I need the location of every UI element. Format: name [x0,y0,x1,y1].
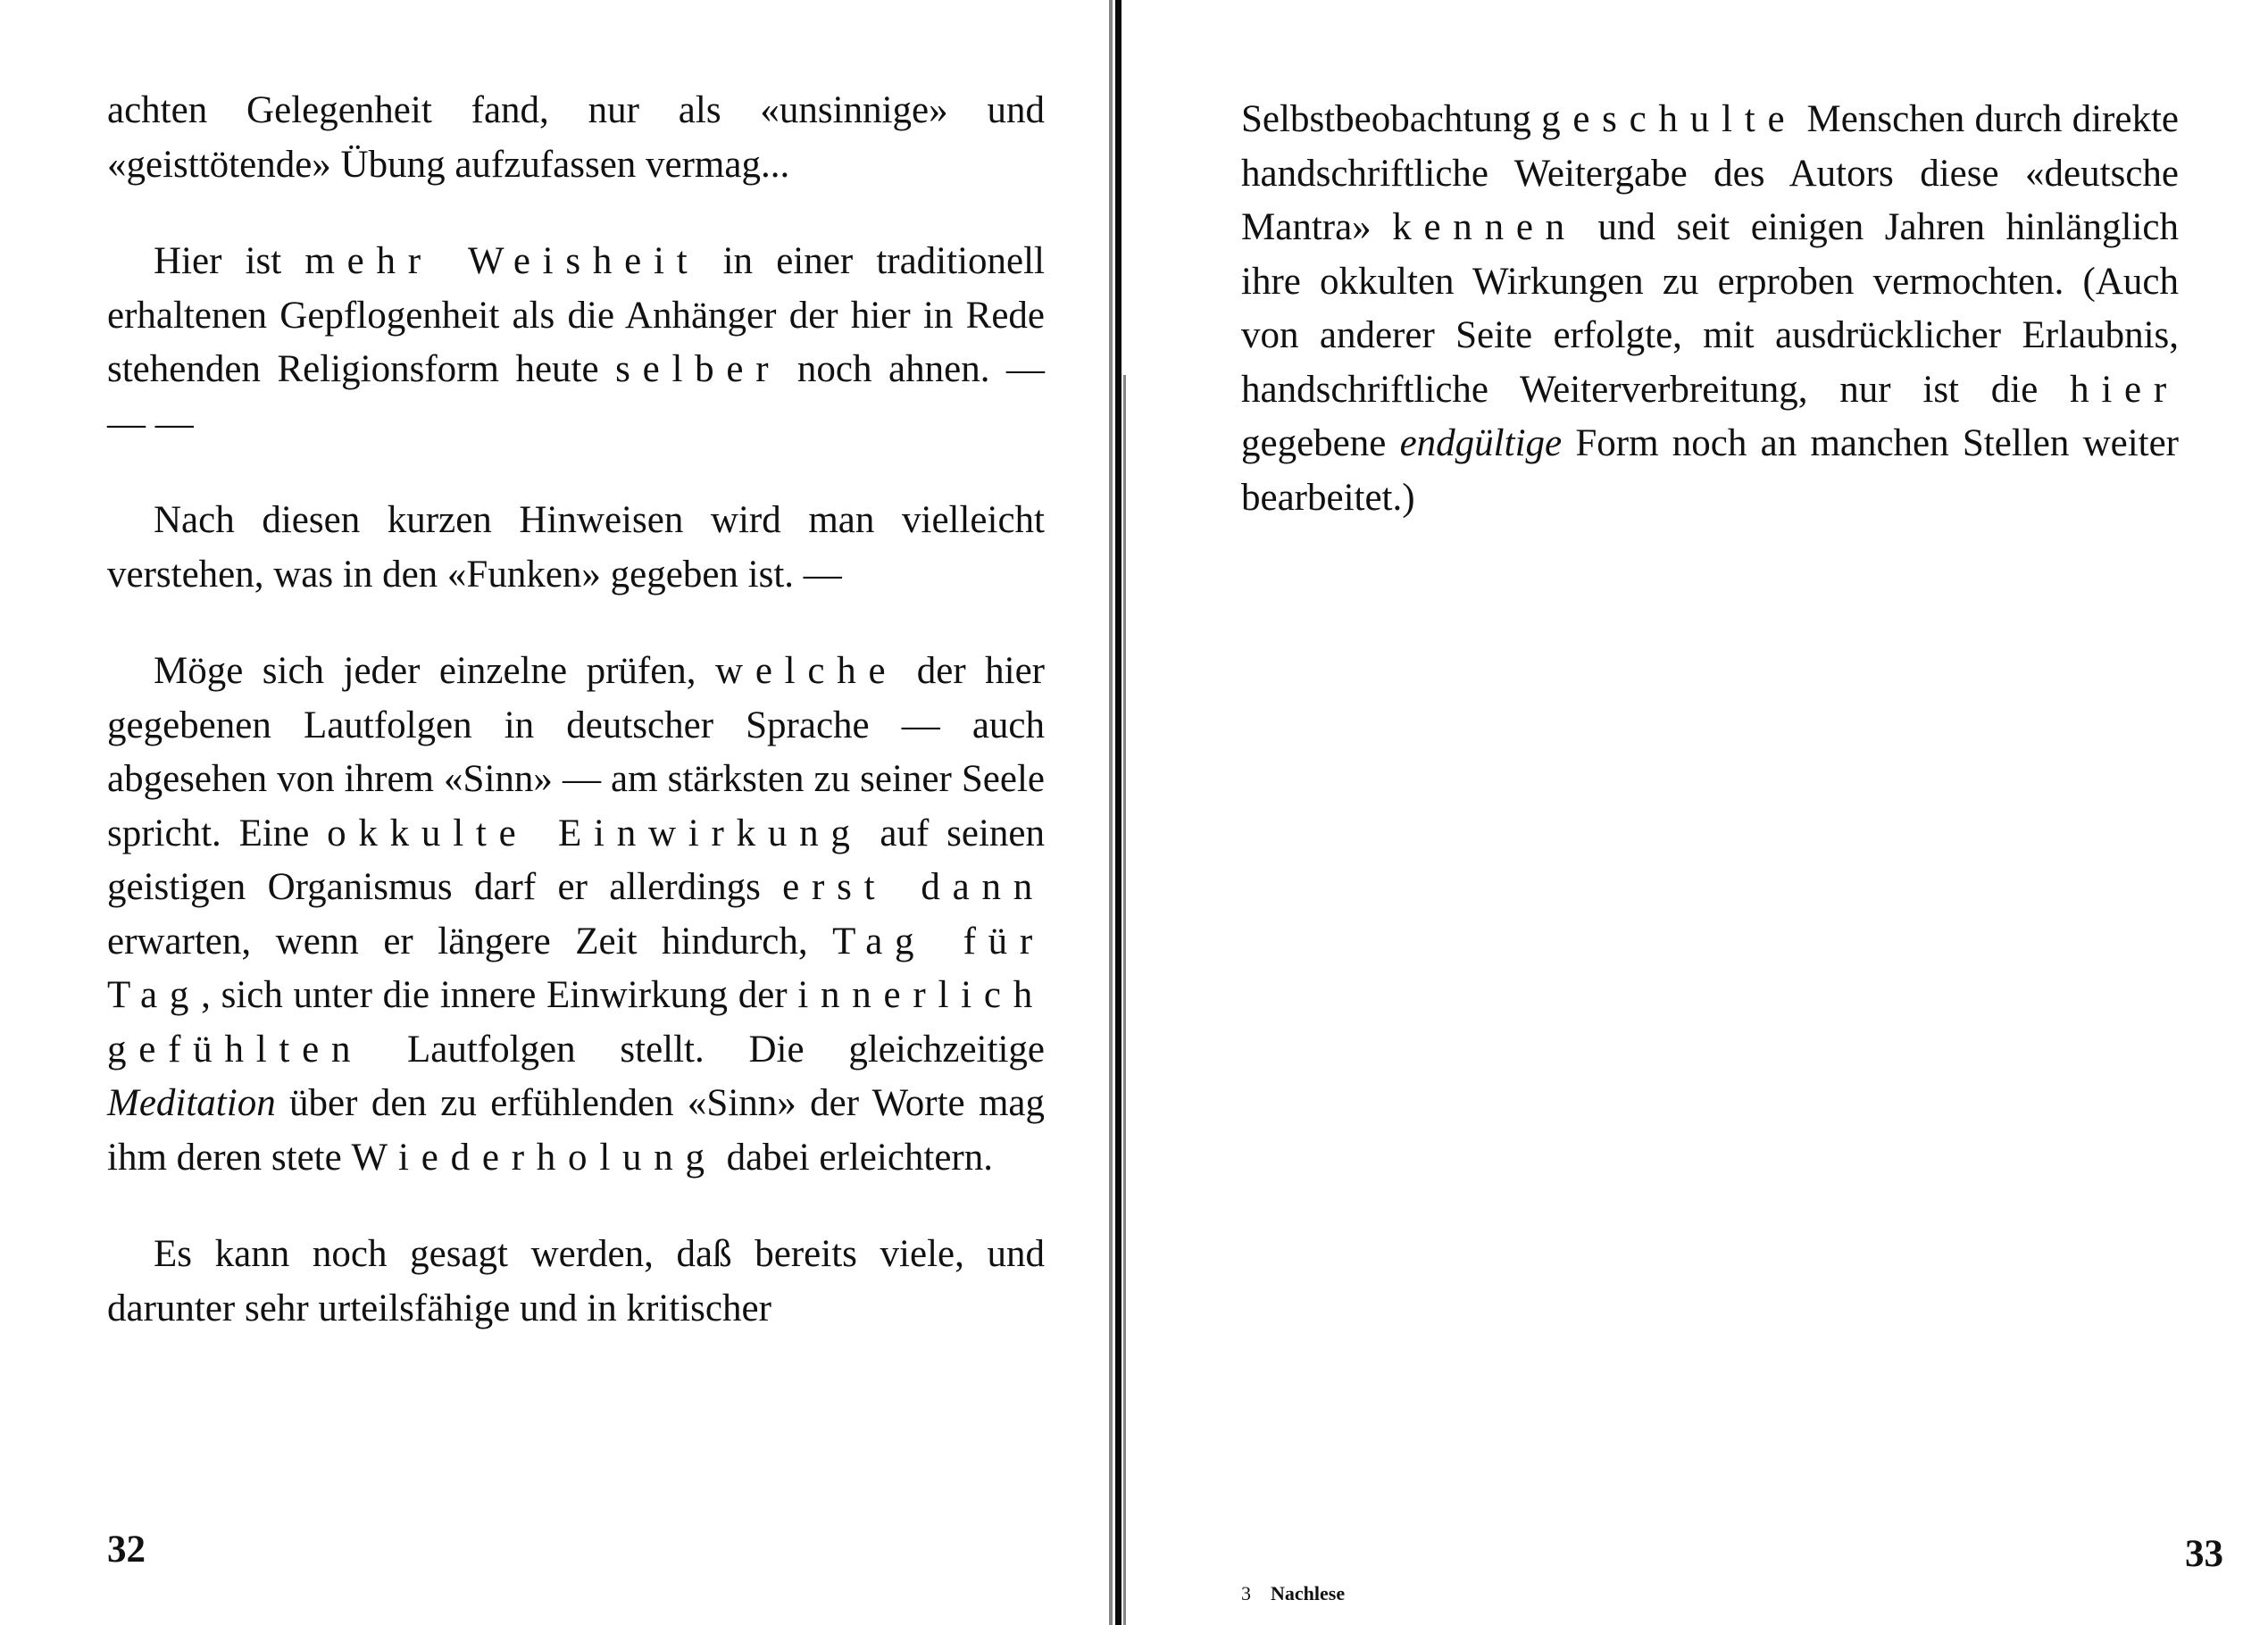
text-run: Hier ist [154,240,305,282]
text-run: über den zu erfühlenden «Sinn» der Worte mag ihm deren stete [107,1082,1045,1179]
paragraph [107,1228,1045,1336]
spaced-emphasis: hier [2070,368,2179,411]
paragraph [1241,93,2179,525]
spaced-emphasis: geschulte [1541,98,1797,140]
spaced-emphasis: okkulte Einwirkung [327,812,863,854]
paragraph [107,645,1045,1185]
spaced-emphasis: Tag für Tag [107,920,1045,1016]
text-run: gegebene [1241,422,1400,464]
spaced-emphasis: erst dann [782,866,1046,908]
left-page-body [107,84,1045,1379]
text-run: , sich unter die innere Einwirkung der [201,974,798,1016]
paragraph [107,235,1045,451]
text-run: Es kann noch gesagt werden, daß bereits viele, und darunter sehr urteilsfähige und in kritischer [107,1233,1045,1329]
page-number-right: 33 [2185,1533,2223,1575]
signature-number: 3 [1241,1582,1251,1604]
gutter-shadow-line [1109,0,1113,1625]
spaced-emphasis: mehr Weisheit [304,240,700,282]
text-run: Nach diesen kurzen Hinweisen wird man vielleicht verstehen, was in den «Funken» gegeben ist. — [107,499,1045,596]
text-run: noch ahnen. — — — [107,348,1045,445]
text-run: dabei erleichtern. [716,1136,994,1179]
right-page [1116,0,2268,1625]
spaced-emphasis: welche [715,650,898,692]
text-run: Selbstbeobachtung [1241,98,1542,140]
text-run: Form noch an manchen Stellen weiter bearbeitet.) [1241,422,2180,519]
paragraph [107,494,1045,602]
right-page-body [1241,93,2179,568]
text-run: Lautfolgen stellt. Die gleichzeitige [363,1028,1045,1071]
left-page [0,0,1107,1625]
text-run: in einer traditionell erhaltenen Gepflogenheit als die Anhänger der hier in Rede stehenden Religionsform heute [107,240,1046,390]
text-run: der hier gegebenen Lautfolgen in deutscher Sprache — auch abgesehen von ihrem «Sinn» — am stärksten zu seiner Seele spricht. Eine [107,650,1045,854]
text-run: Möge sich jeder einzelne prüfen, [154,650,715,692]
printer-signature [1241,1582,1345,1605]
spaced-emphasis: selber [615,348,781,390]
italic-emphasis: endgültige [1399,422,1563,464]
italic-emphasis: Meditation [107,1082,276,1124]
spaced-emphasis: kennen [1392,206,1577,248]
paragraph [107,84,1045,192]
text-run: erwarten, wenn er längere Zeit hindurch, [107,920,833,962]
text-run: auf seinen geistigen Organismus darf er allerdings [107,812,1045,908]
page-number-left: 32 [107,1529,146,1571]
spaced-emphasis: innerlich gefühlten [107,974,1045,1071]
text-run: und seit einigen Jahren hinlänglich ihre okkulten Wirkungen zu erproben vermochten. (Auch von anderer Seite erfolgte, mit ausdrücklicher Erlaubnis, handschriftliche Weiterverbreitung, nur ist die [1241,206,2180,411]
spaced-emphasis: Wiederholung [351,1136,717,1179]
text-run: Menschen durch direkte handschriftliche Weitergabe des Autors diese «deutsche Mantra» [1241,98,2179,248]
text-run: achten Gelegenheit fand, nur als «unsinnige» und «geisttötende» Übung aufzufassen vermag... [107,89,1045,186]
signature-label: Nachlese [1271,1582,1346,1604]
